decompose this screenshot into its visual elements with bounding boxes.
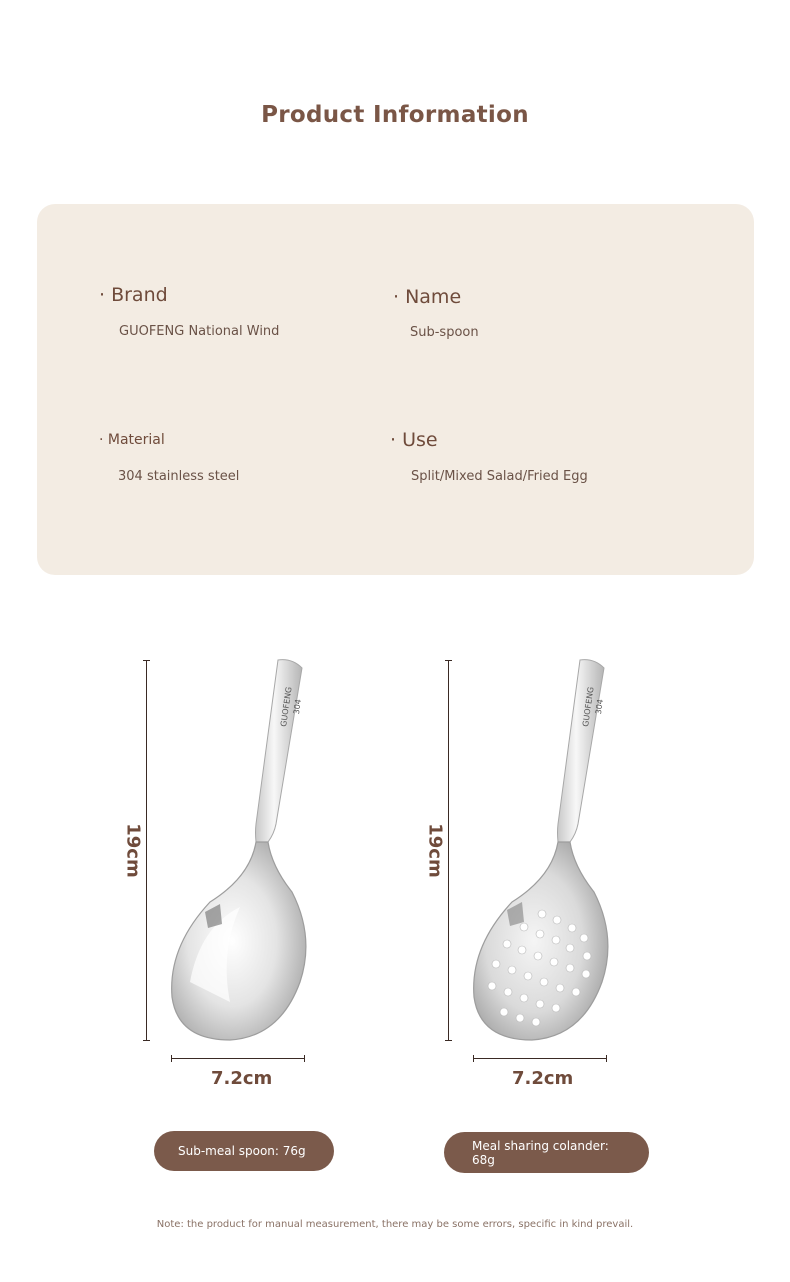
brand-label: · Brand — [99, 284, 168, 306]
meal-sharing-colander-weight-badge — [444, 1132, 649, 1173]
width-label: 7.2cm — [211, 1068, 273, 1089]
handle-brand-text: GUOFENG — [581, 686, 596, 728]
material-label: · Material — [99, 432, 165, 448]
height-dimension-line — [146, 660, 147, 1041]
height-dimension-line — [448, 660, 449, 1041]
handle-number-text: 304 — [593, 698, 605, 715]
meal-sharing-colander-image — [462, 652, 622, 1047]
page-title: Product Information — [261, 102, 529, 128]
weight-badge-text-line1: Meal sharing colander: — [472, 1138, 609, 1153]
handle-number-text: 304 — [291, 698, 303, 715]
name-value: Sub-spoon — [410, 325, 479, 340]
weight-badge-text-line2: 68g — [472, 1152, 495, 1167]
sub-meal-spoon-image — [160, 652, 320, 1047]
width-dimension-line — [171, 1058, 305, 1059]
sub-meal-spoon-weight-badge — [154, 1131, 334, 1171]
brand-value: GUOFENG National Wind — [119, 324, 280, 339]
product-info-card — [37, 204, 754, 575]
weight-badge-text: Sub-meal spoon: 76g — [178, 1144, 306, 1158]
name-label: · Name — [393, 286, 462, 308]
height-label: 19cm — [122, 823, 144, 878]
material-value: 304 stainless steel — [118, 469, 240, 484]
height-label: 19cm — [424, 823, 446, 878]
handle-brand-text: GUOFENG — [279, 686, 294, 728]
measurement-note: Note: the product for manual measurement, there may be some errors, specific in kind prevail. — [156, 1219, 634, 1230]
use-value: Split/Mixed Salad/Fried Egg — [411, 469, 588, 484]
width-dimension-line — [473, 1058, 607, 1059]
use-label: · Use — [390, 429, 438, 451]
width-label: 7.2cm — [512, 1068, 574, 1089]
